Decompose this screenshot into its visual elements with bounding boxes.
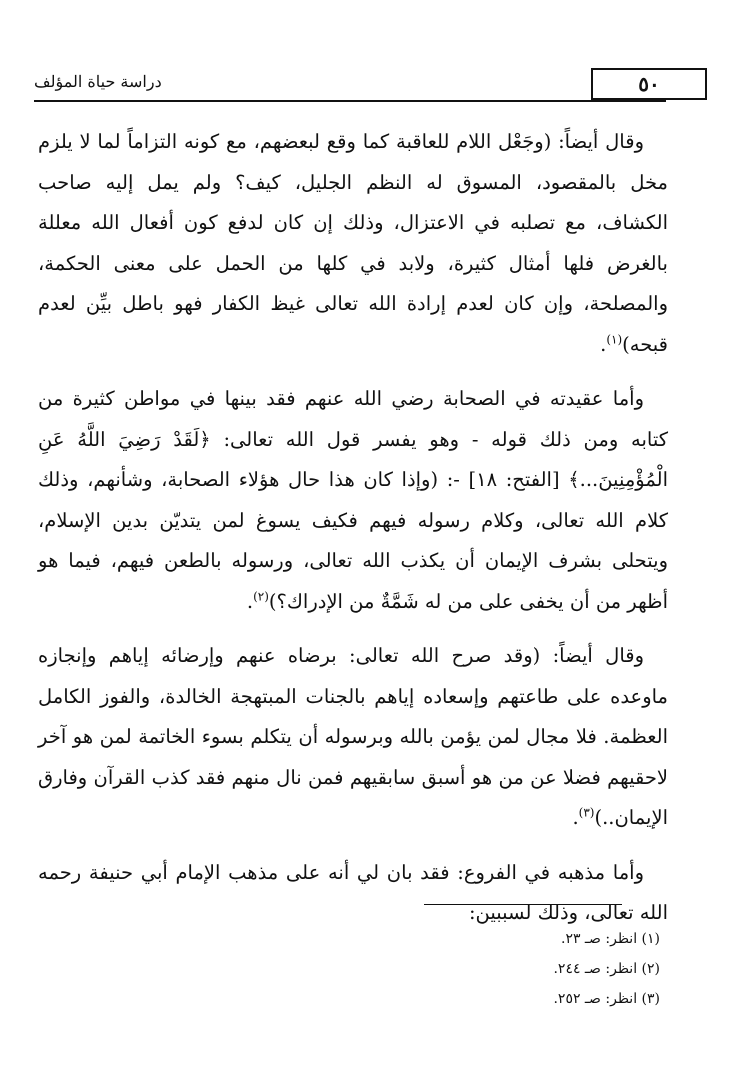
running-title: دراسة حياة المؤلف	[34, 72, 162, 91]
footnote-ref: (٣)	[578, 805, 595, 820]
footnote-2: (٢) انظر: صـ ٢٤٤.	[553, 961, 660, 977]
footnote-1: (١) انظر: صـ ٢٣.	[560, 931, 660, 947]
paragraph-3	[38, 636, 668, 839]
paragraph-4	[38, 853, 668, 934]
paragraph-text: وقال أيضاً: (وقد صرح الله تعالى: برضاه عنهم وإرضائه إياهم وإنجازه ماوعده على طاعتهم وإسعاده إياهم بالجنات المبتهجة الخالدة، والفوز الكامل العظمة. فلا مجال لمن يؤمن بالله وبرسوله أن يتكلم بسوء الخاتمة لمن هو آخر لاحقيهم فضلا عن من هو أسبق سابقيهم فمن نال منهم فقد كذب القرآن وفارق الإيمان..)	[38, 644, 668, 829]
paragraph-tail: .	[246, 589, 254, 613]
footnote-separator	[424, 904, 622, 905]
paragraph-tail: .	[572, 806, 579, 829]
header-rule	[34, 100, 666, 102]
paragraph-tail: .	[600, 332, 607, 356]
footnote-3: (٣) انظر: صـ ٢٥٢.	[553, 991, 660, 1007]
paragraph-text: وأما عقيدته في الصحابة رضي الله عنهم فقد بينها في مواطن كثيرة من كتابه ومن ذلك قوله - وهو يفسر قول الله تعالى: ﴿لَقَدْ رَضِيَ اللَّهُ عَنِ الْمُؤْمِنِينَ...﴾ [الفتح: ١٨] -: (وإذا كان هذا حال هؤلاء الصحابة، وشأنهم، وذلك كلام الله تعالى، وكلام رسوله فيهم فكيف يسوغ لمن يتديّن بدين الإسلام، ويتحلى بشرف الإيمان أن يكذب الله تعالى، ورسوله بالطعن فيهم، فيما هو أظهر من أن يخفى على من له شَمَّةٌ من الإدراك؟)	[38, 387, 668, 613]
paragraph-1	[38, 122, 668, 365]
paragraph-text: وأما مذهبه في الفروع: فقد بان لي أنه على مذهب الإمام أبي حنيفة رحمه الله تعالى، وذلك لسببين:	[38, 860, 668, 924]
paragraph-text: وقال أيضاً: (وجَعْل اللام للعاقبة كما وقع لبعضهم، مع كونه التزاماً لما لا يلزم مخل بالمقصود، المسوق له النظم الجليل، كيف؟ ولم يمل إليه صاحب الكشاف، مع تصلبه في الاعتزال، وذلك إن كان لدفع كون أفعال الله معللة بالغرض فلها أمثال كثيرة، ولابد في كلها من الحمل على معنى الحكمة، والمصلحة، وإن كان لعدم إرادة الله تعالى غيظ الكفار فهو باطل بيِّن لعدم قبحه)	[38, 130, 668, 356]
paragraph-2	[38, 379, 668, 622]
footnote-ref: (١)	[606, 332, 623, 346]
main-text	[38, 122, 668, 934]
footnotes	[200, 924, 660, 1014]
footnote-ref: (٢)	[253, 589, 269, 603]
page-header	[34, 68, 666, 104]
page-number: ٥٠	[591, 68, 707, 100]
